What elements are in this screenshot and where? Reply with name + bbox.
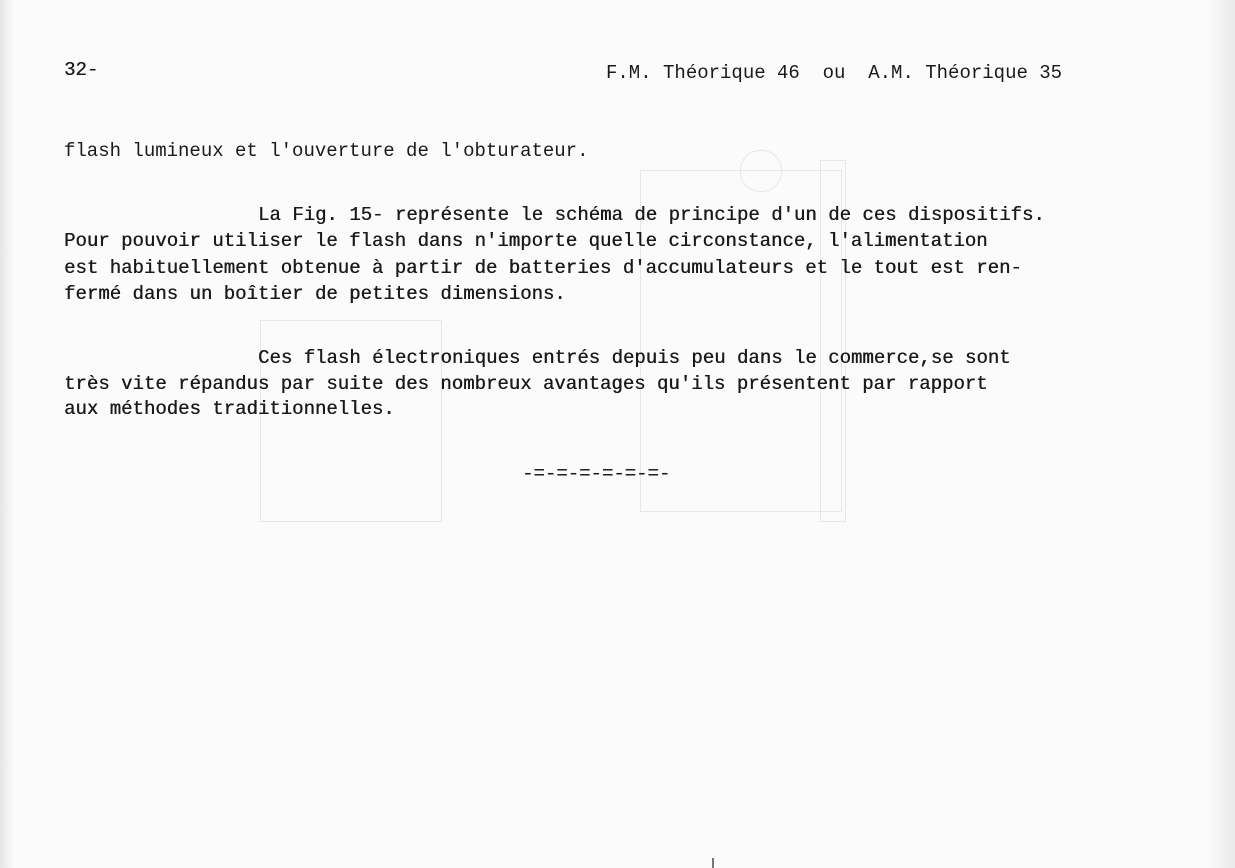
paragraph-2-line-3: est habituellement obtenue à partir de batteries d'accumulateurs et le tout est ren- [64, 257, 1022, 279]
paragraph-3-line-3: aux méthodes traditionnelles. [64, 398, 395, 420]
paragraph-3-line-1: Ces flash électroniques entrés depuis peu dans le commerce,se sont [258, 347, 1011, 369]
page-fold-mark [712, 858, 714, 868]
page-edge-shadow-right [1209, 0, 1235, 868]
page-edge-shadow-left [0, 0, 14, 868]
body-line-1: flash lumineux et l'ouverture de l'obturateur. [64, 140, 589, 162]
paragraph-2-line-2: Pour pouvoir utiliser le flash dans n'importe quelle circonstance, l'alimentation [64, 230, 988, 252]
paragraph-2-line-4: fermé dans un boîtier de petites dimensions. [64, 283, 566, 305]
paragraph-3-line-2: très vite répandus par suite des nombreux avantages qu'ils présentent par rapport [64, 373, 988, 395]
running-header: F.M. Théorique 46 ou A.M. Théorique 35 [606, 62, 1063, 84]
section-separator: -=-=-=-=-=-=- [522, 463, 671, 485]
page-number: 32- [64, 59, 99, 81]
paragraph-2-line-1: La Fig. 15- représente le schéma de principe d'un de ces dispositifs. [258, 204, 1045, 226]
